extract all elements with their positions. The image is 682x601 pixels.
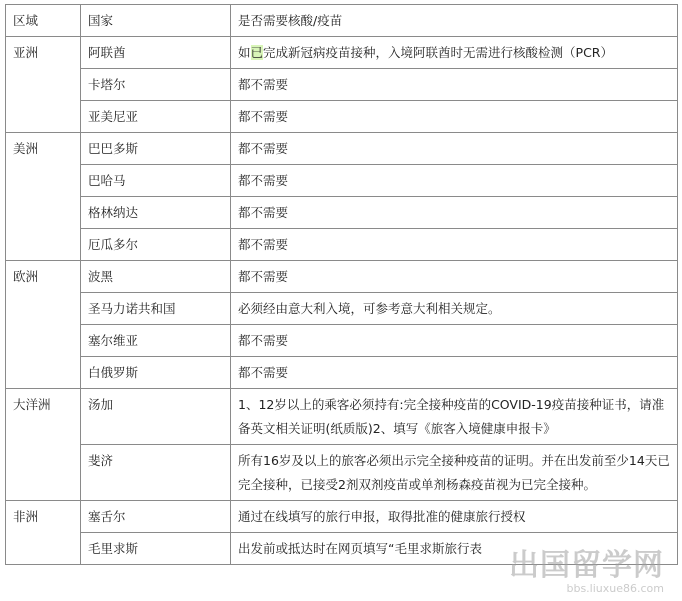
- requirement-cell: 都不需要: [231, 261, 678, 293]
- watermark: [509, 550, 664, 595]
- requirement-cell: 出发前或抵达时在网页填写“毛里求斯旅行表: [231, 533, 678, 565]
- requirement-cell: 1、12岁以上的乘客必须持有:完全接种疫苗的COVID-19疫苗接种证书，请准备英文相关证明(纸质版)2、填写《旅客入境健康申报卡》: [231, 389, 678, 445]
- table-row: [6, 357, 678, 389]
- country-cell: 卡塔尔: [81, 69, 231, 101]
- highlighted-text: 已: [250, 45, 264, 60]
- country-cell: 斐济: [81, 445, 231, 501]
- table-row: [6, 37, 678, 69]
- table-row: [6, 501, 678, 533]
- country-cell: 波黑: [81, 261, 231, 293]
- country-cell: 厄瓜多尔: [81, 229, 231, 261]
- table-row: [6, 229, 678, 261]
- requirement-cell: 都不需要: [231, 197, 678, 229]
- table-row: [6, 101, 678, 133]
- requirement-cell: 必须经由意大利入境，可参考意大利相关规定。: [231, 293, 678, 325]
- country-cell: 白俄罗斯: [81, 357, 231, 389]
- table-row: [6, 165, 678, 197]
- requirement-cell: 都不需要: [231, 69, 678, 101]
- country-cell: 巴巴多斯: [81, 133, 231, 165]
- watermark-url: bbs.liuxue86.com: [566, 582, 664, 595]
- country-cell: 毛里求斯: [81, 533, 231, 565]
- requirement-text: 如: [238, 45, 251, 60]
- requirement-text: 完成新冠病疫苗接种，入境阿联酋时无需进行核酸检测（PCR）: [263, 45, 613, 60]
- requirement-cell: [231, 37, 678, 69]
- table-body: [6, 37, 678, 565]
- header-country: 国家: [81, 5, 231, 37]
- requirement-cell: 都不需要: [231, 229, 678, 261]
- requirement-cell: 所有16岁及以上的旅客必须出示完全接种疫苗的证明。并在出发前至少14天已完全接种，已接受2剂双剂疫苗或单剂杨森疫苗视为已完全接种。: [231, 445, 678, 501]
- country-cell: 汤加: [81, 389, 231, 445]
- region-cell: 亚洲: [6, 37, 81, 133]
- requirement-cell: 都不需要: [231, 133, 678, 165]
- header-region: 区域: [6, 5, 81, 37]
- table-header-row: [6, 5, 678, 37]
- country-requirements-table: [5, 4, 678, 565]
- table-row: [6, 325, 678, 357]
- region-cell: 欧洲: [6, 261, 81, 389]
- country-cell: 巴哈马: [81, 165, 231, 197]
- country-cell: 亚美尼亚: [81, 101, 231, 133]
- table-row: [6, 389, 678, 445]
- country-cell: 格林纳达: [81, 197, 231, 229]
- table-row: [6, 445, 678, 501]
- requirement-cell: 都不需要: [231, 357, 678, 389]
- table-row: [6, 261, 678, 293]
- country-cell: 阿联酋: [81, 37, 231, 69]
- header-requirement: 是否需要核酸/疫苗: [231, 5, 678, 37]
- country-cell: 塞尔维亚: [81, 325, 231, 357]
- country-cell: 塞舌尔: [81, 501, 231, 533]
- table-row: [6, 69, 678, 101]
- table-row: [6, 197, 678, 229]
- requirement-cell: 都不需要: [231, 101, 678, 133]
- country-cell: 圣马力诺共和国: [81, 293, 231, 325]
- watermark-logo: 出国留学网: [509, 548, 664, 583]
- region-cell: 非洲: [6, 501, 81, 565]
- requirement-cell: 通过在线填写的旅行申报，取得批准的健康旅行授权: [231, 501, 678, 533]
- requirement-cell: 都不需要: [231, 165, 678, 197]
- table-row: [6, 133, 678, 165]
- region-cell: 大洋洲: [6, 389, 81, 501]
- table-row: [6, 293, 678, 325]
- requirement-cell: 都不需要: [231, 325, 678, 357]
- region-cell: 美洲: [6, 133, 81, 261]
